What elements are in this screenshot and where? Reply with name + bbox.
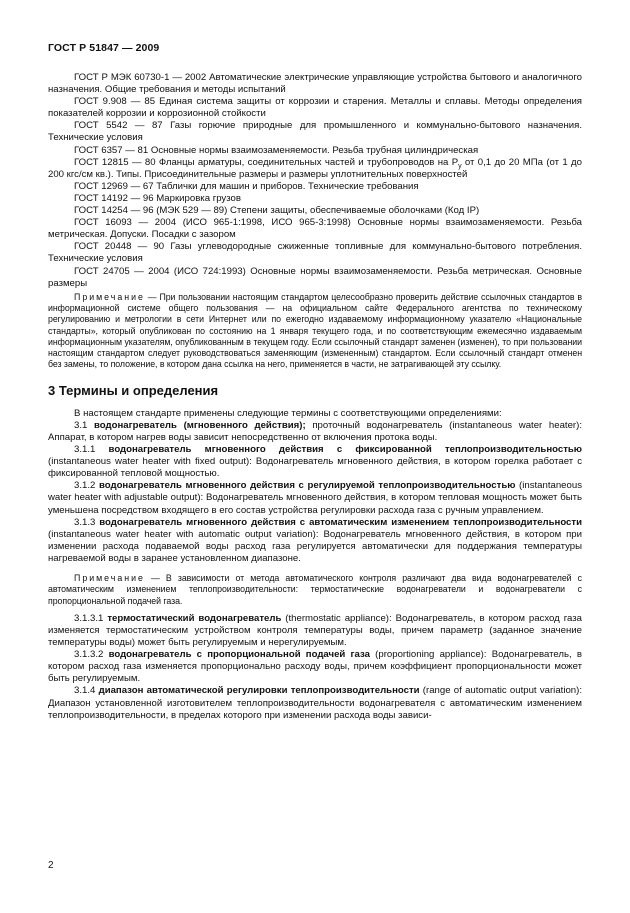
term-number: 3.1.3 (74, 516, 100, 528)
term-name: термостатический водонагреватель (107, 612, 282, 624)
term-3-1-2 (48, 480, 582, 516)
term-name: водонагреватель мгновенного действия с автоматическим изменением теплопроизводительности (99, 516, 582, 528)
term-3-1-3 (48, 517, 582, 565)
ref-gost-14254: ГОСТ 14254 — 96 (МЭК 529 — 89) Степени защиты, обеспечиваемые оболочками (Код IP) (74, 205, 480, 217)
note-references (48, 292, 582, 371)
term-3-1-1 (48, 444, 582, 480)
term-3-1-3-1 (48, 613, 582, 649)
term-definition: (instantaneous water heater with adjustable output): Водонагреватель мгновенного действия, в котором тепловая мощность может быть уменьшена посредством входящего в его состав устройства регулировки расхода газа с ручным управлением. (48, 480, 582, 516)
term-number: 3.1.2 (74, 480, 99, 492)
ref-gost-12969: ГОСТ 12969 — 67 Таблички для машин и приборов. Технические требования (74, 180, 419, 192)
note-label: Примечание (74, 572, 145, 583)
ref-gost-9908: ГОСТ 9.908 — 85 Единая система защиты от коррозии и старения. Металлы и сплавы. Методы определения показателей коррозии и коррозионной стойкости (48, 96, 582, 120)
ref-gost-12815-part2: от 0,1 до 20 МПа (от 1 до 200 кгс/см кв.). Типы. Присоединительные размеры и размеры уплотнительных поверхностей (48, 156, 582, 180)
ref-gost-6357: ГОСТ 6357 — 81 Основные нормы взаимозаменяемости. Резьба трубная цилиндрическая (74, 144, 479, 156)
term-number: 3.1.1 (74, 444, 109, 456)
term-definition: проточный водонагреватель (instantaneous water heater): Аппарат, в котором нагрев воды зависит непосредственно от включения протока воды. (48, 419, 582, 443)
page-content (48, 72, 582, 722)
page-header: ГОСТ Р 51847 — 2009 (48, 42, 160, 54)
ref-gost-14192: ГОСТ 14192 — 96 Маркировка грузов (74, 192, 241, 204)
note-text: — В зависимости от метода автоматического контроля различают два вида водонагревателей с автоматическим изменением теплопроизводительности: термостатические водонагреватели и водонагреватели с пропорциональной подачей газа. (48, 572, 582, 606)
term-name: водонагреватель мгновенного действия с регулируемой теплопроизводительностью (98, 480, 516, 492)
term-name: водонагреватель мгновенного действия с фиксированной теплопроизводительностью (108, 444, 582, 456)
ref-gost-24705: ГОСТ 24705 — 2004 (ИСО 724:1993) Основные нормы взаимозаменяемости. Резьба метрическая. Основные размеры (48, 265, 582, 289)
section-title: 3 Термины и определения (48, 382, 219, 398)
note-text: — При пользовании настоящим стандартом целесообразно проверить действие ссылочных стандартов в информационной системе общего пользования — на официальном сайте Федерального агентства по техническому регулированию и метрологии в сети Интернет или по ежегодно издаваемому информационному указателю «Национальные стандарты», который опубликован по состоянию на 1 января текущего года, и по соответствующим ежемесячно издаваемым информационным указателям, опубликованным в текущем году. Если ссылочный стандарт заменен (изменен), то при пользовании настоящим стандартом следует руководствоваться заменяющим (измененным) стандартом. Если ссылочный стандарт отменен без замены, то положение, в котором дана ссылка на него, применяется в части, не затрагивающей эту ссылку. (48, 291, 582, 370)
term-number: 3.1 (74, 419, 95, 431)
term-name: водонагреватель с пропорциональной подачей газа (108, 649, 370, 661)
ref-gost-20448: ГОСТ 20448 — 90 Газы углеводородные сжиженные топливные для коммунально-бытового потребления. Технические условия (48, 241, 582, 265)
term-3-1-4 (48, 685, 582, 721)
note-auto-control (48, 573, 582, 607)
ref-gost-12815-subscript: у (458, 162, 462, 170)
section-intro: В настоящем стандарте применены следующие термины с соответствующими определениями: (74, 407, 502, 419)
term-3-1 (48, 420, 582, 444)
ref-gost-r-mek-60730: ГОСТ Р МЭК 60730-1 — 2002 Автоматические электрические управляющие устройства бытового и аналогичного назначения. Общие требования и методы испытаний (48, 72, 582, 96)
term-definition: (proportioning appliance): Водонагреватель, в котором расход газа изменяется пропорционально расходу воды, причем коэффициент пропорциональности может быть регулируемым. (48, 649, 582, 685)
page-number: 2 (48, 860, 54, 871)
term-number: 3.1.3.1 (74, 612, 108, 624)
ref-gost-12815-part1: ГОСТ 12815 — 80 Фланцы арматуры, соединительных частей и трубопроводов на P (74, 156, 459, 168)
term-name: диапазон автоматической регулировки теплопроизводительности (98, 685, 420, 697)
term-name: водонагреватель (мгновенного действия); (94, 419, 306, 431)
term-definition: (thermostatic appliance): Водонагреватель, в котором расход газа изменяется термостатическим устройством контроля температуры воды, причем параметр (заданное значение температуры воды) может быть регулируемым и нерегулируемым. (48, 612, 582, 649)
term-3-1-3-2 (48, 649, 582, 685)
ref-gost-5542: ГОСТ 5542 — 87 Газы горючие природные для промышленного и коммунально-бытового назначения. Технические условия (48, 120, 582, 144)
ref-gost-16093: ГОСТ 16093 — 2004 (ИСО 965-1:1998, ИСО 965-3:1998) Основные нормы взаимозаменяемости. Резьба метрическая. Допуски. Посадки с зазором (48, 217, 582, 241)
term-number: 3.1.3.2 (74, 649, 109, 661)
term-number: 3.1.4 (74, 685, 99, 697)
spacer (48, 565, 582, 571)
note-label: Примечание (74, 291, 145, 302)
term-definition: (range of automatic output variation): Диапазон установленной изготовителем теплопроизводительности водонагревателя с автоматическим изменением теплопроизводительности, в пределах которого при изменении расхода воды зависи- (48, 685, 582, 721)
term-definition: (instantaneous water heater with fixed output): Водонагреватель мгновенного действия, в котором горелка работает с фиксированной тепловой мощностью. (48, 456, 582, 480)
ref-gost-12815 (48, 157, 582, 181)
term-definition: (instantaneous water heater with automatic output variation): Водонагреватель мгновенного действия, в котором при изменении расхода подаваемой воды расход газа регулируется автоматически для поддержания температуры нагреваемой воды в заранее установленном диапазоне. (48, 528, 582, 564)
